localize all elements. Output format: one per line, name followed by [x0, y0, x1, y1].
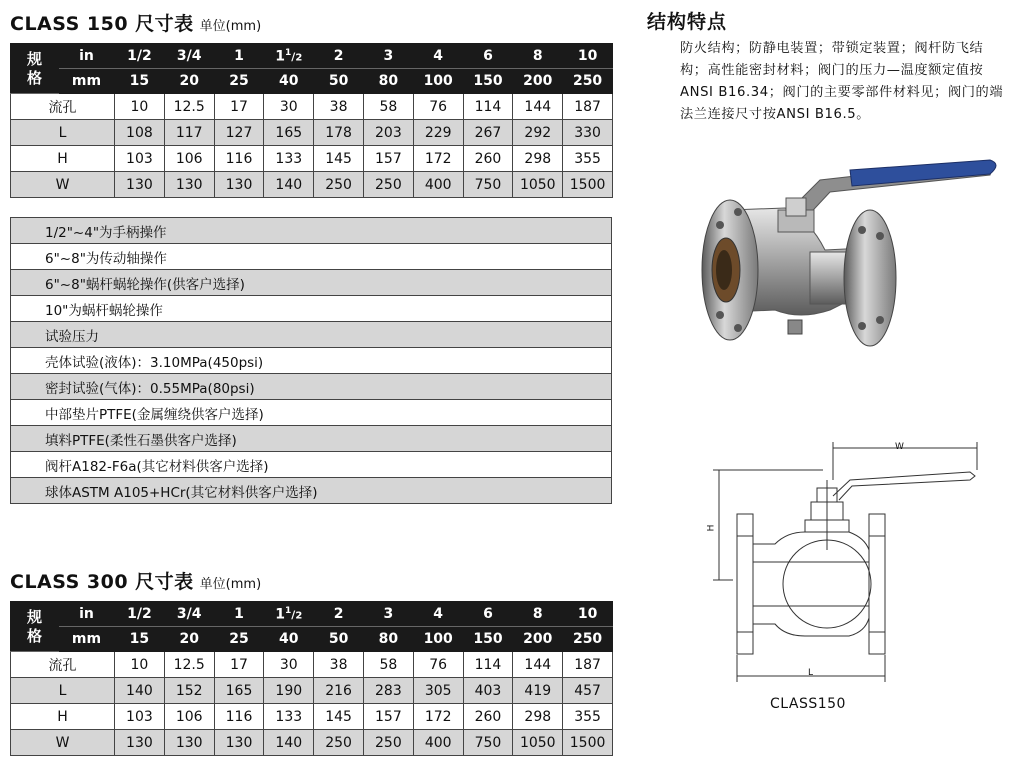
value-cell: 116 — [214, 146, 264, 172]
in-label: in — [59, 44, 115, 69]
value-cell: 250 — [363, 730, 413, 756]
in-size-cell: 1 — [214, 44, 264, 69]
table-row — [11, 704, 613, 730]
value-cell: 58 — [363, 94, 413, 120]
note-row — [11, 218, 612, 244]
value-cell: 203 — [363, 120, 413, 146]
size-fraction-num: 1 — [285, 605, 292, 616]
features-text: 防火结构；防静电装置；带锁定装置；阀杆防飞结构；高性能密封材料；阀门的压力—温度额定值按ANSI B16.34；阀门的主要零部件材料见；阀门的端法兰连接尺寸按ANSI B16.5。 — [680, 41, 1004, 122]
in-size-cell: 8 — [513, 44, 563, 69]
mm-size-cell: 15 — [115, 69, 165, 94]
in-size-cell: 4 — [413, 602, 463, 627]
value-cell: 114 — [463, 94, 513, 120]
value-cell: 133 — [264, 146, 314, 172]
value-cell: 283 — [363, 678, 413, 704]
value-cell: 103 — [115, 146, 165, 172]
mm-size-cell: 40 — [264, 627, 314, 652]
value-cell: 38 — [314, 94, 364, 120]
in-size-cell: 3 — [363, 44, 413, 69]
row-label: 流孔 — [11, 94, 115, 120]
value-cell: 172 — [413, 146, 463, 172]
value-cell: 187 — [563, 652, 613, 678]
value-cell: 250 — [314, 730, 364, 756]
value-cell: 106 — [164, 146, 214, 172]
value-cell: 130 — [214, 730, 264, 756]
row-label: 流孔 — [11, 652, 115, 678]
drawing-caption: CLASS150 — [770, 696, 846, 712]
value-cell: 305 — [413, 678, 463, 704]
value-cell: 130 — [214, 172, 264, 198]
features-title: 结构特点 — [647, 11, 728, 33]
table-row — [11, 730, 613, 756]
mm-size-cell: 150 — [463, 69, 513, 94]
value-cell: 172 — [413, 704, 463, 730]
note-row — [11, 244, 612, 270]
value-cell: 140 — [264, 172, 314, 198]
spec-label: 规 格 — [11, 44, 59, 94]
note-text: 试验压力 — [11, 322, 612, 348]
value-cell: 267 — [463, 120, 513, 146]
value-cell: 419 — [513, 678, 563, 704]
value-cell: 400 — [413, 172, 463, 198]
value-cell: 355 — [563, 146, 613, 172]
class150-title — [10, 9, 261, 36]
row-label: W — [11, 730, 115, 756]
value-cell: 12.5 — [164, 652, 214, 678]
value-cell: 1050 — [513, 730, 563, 756]
mm-size-cell: 150 — [463, 627, 513, 652]
note-row — [11, 426, 612, 452]
value-cell: 133 — [264, 704, 314, 730]
value-cell: 187 — [563, 94, 613, 120]
table-row — [11, 172, 613, 198]
value-cell: 157 — [363, 704, 413, 730]
value-cell: 457 — [563, 678, 613, 704]
class300-title-text: CLASS 300 尺寸表 — [10, 571, 194, 593]
value-cell: 145 — [314, 146, 364, 172]
mm-size-cell: 20 — [164, 627, 214, 652]
in-size-cell: 3/4 — [164, 44, 214, 69]
mm-size-cell: 40 — [264, 69, 314, 94]
in-size-cell: 2 — [314, 602, 364, 627]
value-cell: 130 — [115, 172, 165, 198]
value-cell: 1050 — [513, 172, 563, 198]
value-cell: 229 — [413, 120, 463, 146]
row-label: W — [11, 172, 115, 198]
spec-label: 规 格 — [11, 602, 59, 652]
value-cell: 1500 — [563, 730, 613, 756]
note-text: 1/2"~4"为手柄操作 — [11, 218, 612, 244]
mm-size-cell: 80 — [363, 627, 413, 652]
in-size-cell: 4 — [413, 44, 463, 69]
note-row — [11, 400, 612, 426]
note-text: 球体ASTM A105+HCr(其它材料供客户选择) — [11, 478, 612, 504]
drawing-w-label: W — [895, 442, 904, 452]
class300-unit: 单位(mm) — [199, 577, 262, 592]
value-cell: 130 — [115, 730, 165, 756]
value-cell: 130 — [164, 730, 214, 756]
note-text: 密封试验(气体)：0.55MPa(80psi) — [11, 374, 612, 400]
mm-size-cell: 200 — [513, 627, 563, 652]
value-cell: 58 — [363, 652, 413, 678]
value-cell: 17 — [214, 94, 264, 120]
class300-title — [10, 567, 261, 594]
row-label: H — [11, 704, 115, 730]
value-cell: 298 — [513, 704, 563, 730]
value-cell: 260 — [463, 146, 513, 172]
in-size-cell: 1/2 — [115, 602, 165, 627]
table-row — [11, 120, 613, 146]
mm-size-cell: 100 — [413, 627, 463, 652]
ball-valve-photo — [690, 150, 1010, 375]
value-cell: 127 — [214, 120, 264, 146]
note-text: 阀杆A182-F6a(其它材料供客户选择) — [11, 452, 612, 478]
value-cell: 140 — [115, 678, 165, 704]
value-cell: 1500 — [563, 172, 613, 198]
value-cell: 17 — [214, 652, 264, 678]
in-size-cell: 1/2 — [115, 44, 165, 69]
value-cell: 355 — [563, 704, 613, 730]
note-text: 壳体试验(液体)：3.10MPa(450psi) — [11, 348, 612, 374]
value-cell: 403 — [463, 678, 513, 704]
value-cell: 76 — [413, 652, 463, 678]
table-row — [11, 94, 613, 120]
value-cell: 114 — [463, 652, 513, 678]
note-text: 填料PTFE(柔性石墨供客户选择) — [11, 426, 612, 452]
value-cell: 144 — [513, 94, 563, 120]
value-cell: 750 — [463, 730, 513, 756]
size-fraction-num: 1 — [285, 47, 292, 58]
value-cell: 144 — [513, 652, 563, 678]
value-cell: 30 — [264, 652, 314, 678]
value-cell: 116 — [214, 704, 264, 730]
class300-table — [10, 601, 613, 756]
value-cell: 250 — [314, 172, 364, 198]
in-size-cell: $1^1/2$ — [264, 602, 314, 627]
mm-size-cell: 20 — [164, 69, 214, 94]
mm-size-cell: 50 — [314, 69, 364, 94]
size-whole: 1 — [275, 606, 286, 623]
value-cell: 292 — [513, 120, 563, 146]
mm-size-cell: 100 — [413, 69, 463, 94]
size-whole: 1 — [275, 48, 286, 65]
row-label: L — [11, 678, 115, 704]
value-cell: 10 — [115, 94, 165, 120]
value-cell: 216 — [314, 678, 364, 704]
row-label: L — [11, 120, 115, 146]
valve-technical-drawing — [705, 440, 995, 695]
note-text: 中部垫片PTFE(金属缠绕供客户选择) — [11, 400, 612, 426]
class150-title-text: CLASS 150 尺寸表 — [10, 13, 194, 35]
class150-unit: 单位(mm) — [199, 19, 262, 34]
in-size-cell: 2 — [314, 44, 364, 69]
table-row — [11, 678, 613, 704]
notes-table — [10, 217, 612, 504]
value-cell: 152 — [164, 678, 214, 704]
value-cell: 145 — [314, 704, 364, 730]
size-fraction-den: 2 — [295, 610, 303, 622]
note-row — [11, 478, 612, 504]
drawing-h-label: H — [706, 524, 717, 532]
note-row — [11, 270, 612, 296]
value-cell: 38 — [314, 652, 364, 678]
value-cell: 157 — [363, 146, 413, 172]
drawing-l-label: L — [808, 668, 814, 678]
mm-size-cell: 25 — [214, 627, 264, 652]
mm-size-cell: 200 — [513, 69, 563, 94]
value-cell: 178 — [314, 120, 364, 146]
value-cell: 400 — [413, 730, 463, 756]
note-row — [11, 322, 612, 348]
mm-size-cell: 250 — [563, 69, 613, 94]
mm-size-cell: 80 — [363, 69, 413, 94]
value-cell: 165 — [214, 678, 264, 704]
in-size-cell: 8 — [513, 602, 563, 627]
note-row — [11, 374, 612, 400]
mm-label: mm — [59, 69, 115, 94]
value-cell: 165 — [264, 120, 314, 146]
in-size-cell: 3 — [363, 602, 413, 627]
note-text: 10"为蜗杆蜗轮操作 — [11, 296, 612, 322]
size-fraction-den: 2 — [295, 52, 303, 64]
value-cell: 12.5 — [164, 94, 214, 120]
value-cell: 76 — [413, 94, 463, 120]
value-cell: 140 — [264, 730, 314, 756]
in-label: in — [59, 602, 115, 627]
in-size-cell: 10 — [563, 44, 613, 69]
row-label: H — [11, 146, 115, 172]
in-size-cell: 1 — [214, 602, 264, 627]
mm-label: mm — [59, 627, 115, 652]
class150-table — [10, 43, 613, 198]
value-cell: 103 — [115, 704, 165, 730]
note-row — [11, 452, 612, 478]
in-size-cell: $1^1/2$ — [264, 44, 314, 69]
value-cell: 108 — [115, 120, 165, 146]
value-cell: 117 — [164, 120, 214, 146]
note-row — [11, 296, 612, 322]
value-cell: 30 — [264, 94, 314, 120]
value-cell: 190 — [264, 678, 314, 704]
value-cell: 10 — [115, 652, 165, 678]
table-row — [11, 146, 613, 172]
mm-size-cell: 50 — [314, 627, 364, 652]
value-cell: 260 — [463, 704, 513, 730]
in-size-cell: 3/4 — [164, 602, 214, 627]
value-cell: 298 — [513, 146, 563, 172]
note-row — [11, 348, 612, 374]
value-cell: 330 — [563, 120, 613, 146]
in-size-cell: 6 — [463, 44, 513, 69]
mm-size-cell: 25 — [214, 69, 264, 94]
table-row — [11, 652, 613, 678]
note-text: 6"~8"为传动轴操作 — [11, 244, 612, 270]
value-cell: 106 — [164, 704, 214, 730]
in-size-cell: 6 — [463, 602, 513, 627]
mm-size-cell: 250 — [563, 627, 613, 652]
value-cell: 130 — [164, 172, 214, 198]
value-cell: 750 — [463, 172, 513, 198]
note-text: 6"~8"蜗杆蜗轮操作(供客户选择) — [11, 270, 612, 296]
in-size-cell: 10 — [563, 602, 613, 627]
mm-size-cell: 15 — [115, 627, 165, 652]
value-cell: 250 — [363, 172, 413, 198]
